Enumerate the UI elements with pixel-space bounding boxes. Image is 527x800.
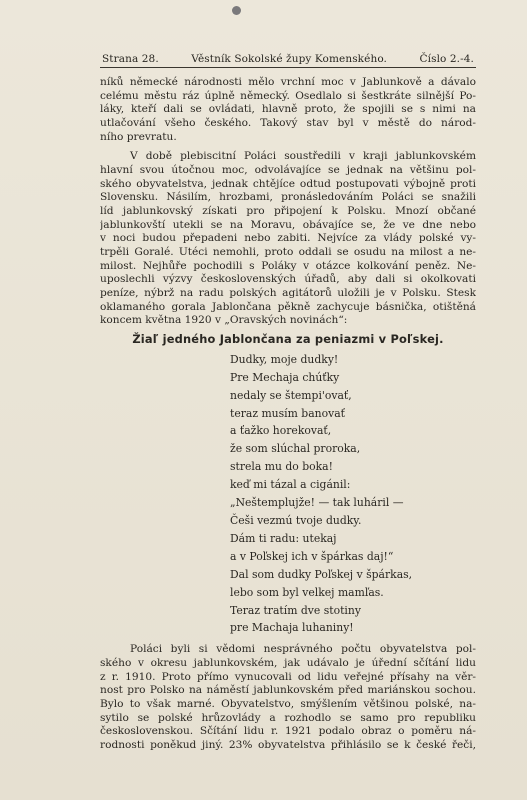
poem-line: strela mu do boka! [230, 460, 333, 474]
paragraph-3 [100, 643, 476, 752]
poem-line: pre Machaja luhaniny! [230, 621, 354, 635]
page-number: Strana 28. [102, 53, 159, 65]
text-line: V době plebiscitní Poláci soustředili v kraji jablunkovském [130, 150, 476, 163]
text-line: Bylo to však marné. Obyvatelstvo, smýšlením většinou polské, na- [100, 697, 476, 710]
text-line: z r. 1910. Proto přímo vynucovali od lidu veřejné přísahy na věr- [100, 670, 476, 683]
text-line: ského v okresu jablunkovském, jak udávalo je úřední sčítání lidu [100, 656, 476, 669]
journal-title: Věstník Sokolské župy Komenského. [191, 53, 387, 65]
poem-line: že som slúchal proroka, [230, 442, 361, 456]
text-line: ského obyvatelstva, jednak chtějíce odtud postupovati výbojně proti [100, 177, 476, 190]
text-line: oklamaného gorala Jablončana pěkně zachycuje básnička, otištěná [100, 300, 476, 313]
poem-line: keď mi tázal a cigánil: [230, 478, 351, 492]
text-line: Poláci byli si vědomi nesprávného počtu obyvatelstva pol- [130, 643, 476, 656]
text-line: sytilo se polské hrůzovlády a rozhodlo se samo pro republiku [100, 711, 476, 724]
paragraph-1 [100, 76, 476, 144]
poem-line: Češi vezmú tvoje dudky. [230, 513, 362, 527]
text-line: jablunkovští utekli se na Moravu, obávajíce se, že ve dne nebo [100, 218, 476, 231]
text-line: koncem května 1920 v „Oravských novinách“: [100, 314, 348, 327]
text-line: Slovensku. Násilím, hrozbami, pronásledováním Poláci se snažili [100, 191, 476, 204]
poem-line: Dal som dudky Poľskej v špárkas, [230, 567, 413, 581]
text-line: láky, kteří dali se ovládati, hlavně proto, že spojili se s nimi na [100, 103, 476, 116]
paragraph-2 [100, 150, 476, 328]
header-rule [100, 67, 476, 68]
text-line: rodnosti poněkud jiný. 23% obyvatelstva přihlásilo se k české řeči, [100, 738, 476, 751]
text-line: uposlechli výzvy československých úřadů, aby dali si okolkovati [100, 273, 476, 286]
text-line: celému městu ráz úplně německý. Osedlalo si šestkráte silnější Po- [100, 89, 476, 102]
text-line: hlavní svou útočnou moc, odvolávajíce se jednak na většinu pol- [100, 163, 476, 176]
poem-line: lebo som byl velkej mamľas. [230, 585, 384, 599]
text-line: líd jablunkovský získati pro připojení k Polsku. Mnozí občané [100, 204, 476, 217]
poem-line: teraz musím banovať [230, 406, 345, 420]
text-line: utlačování všeho českého. Takový stav byl v městě do národ- [100, 116, 476, 129]
running-header [102, 53, 474, 65]
poem [100, 351, 476, 638]
poem-line: Dudky, moje dudky! [230, 352, 339, 366]
poem-line: Teraz tratím dve stotiny [230, 603, 361, 617]
text-line: trpěli Goralé. Utéci nemohli, proto oddali se osudu na milost a ne- [100, 245, 476, 258]
text-line: nost pro Polsko na náměstí jablunkovském před mariánskou sochou. [100, 684, 476, 697]
ink-blot [232, 6, 241, 15]
poem-line: a v Poľskej ich v špárkas daj!“ [230, 549, 394, 563]
poem-line: Dám ti radu: utekaj [230, 531, 337, 545]
poem-line: Pre Mechaja chúťky [230, 370, 340, 384]
poem-line: „Neštemplujže! — tak luháril — [230, 496, 404, 510]
issue-number: Číslo 2.-4. [419, 53, 474, 65]
text-line: peníze, nýbrž na radu polských agitátorů uložili je v Polsku. Stesk [100, 286, 476, 299]
text-line: v noci budou přepadeni nebo zabiti. Nejvíce za vlády polské vy- [100, 232, 476, 245]
text-line: níků německé národnosti mělo vrchní moc v Jablunkově a dávalo [100, 76, 476, 88]
text-line: československou. Sčítání lidu r. 1921 podalo obraz o poměru ná- [100, 725, 476, 738]
text-line: ního prevratu. [100, 130, 177, 143]
poem-line: nedaly se štempi'ovať, [230, 388, 352, 402]
poem-line: a ťažko horekovať, [230, 424, 332, 438]
text-line: milost. Nejhůře pochodili s Poláky v otázce kolkování peněz. Ne- [100, 259, 476, 272]
article-body [100, 76, 476, 753]
poem-title: Žiaľ jedného Jablončana za peniazmi v Poľskej. [132, 331, 444, 346]
